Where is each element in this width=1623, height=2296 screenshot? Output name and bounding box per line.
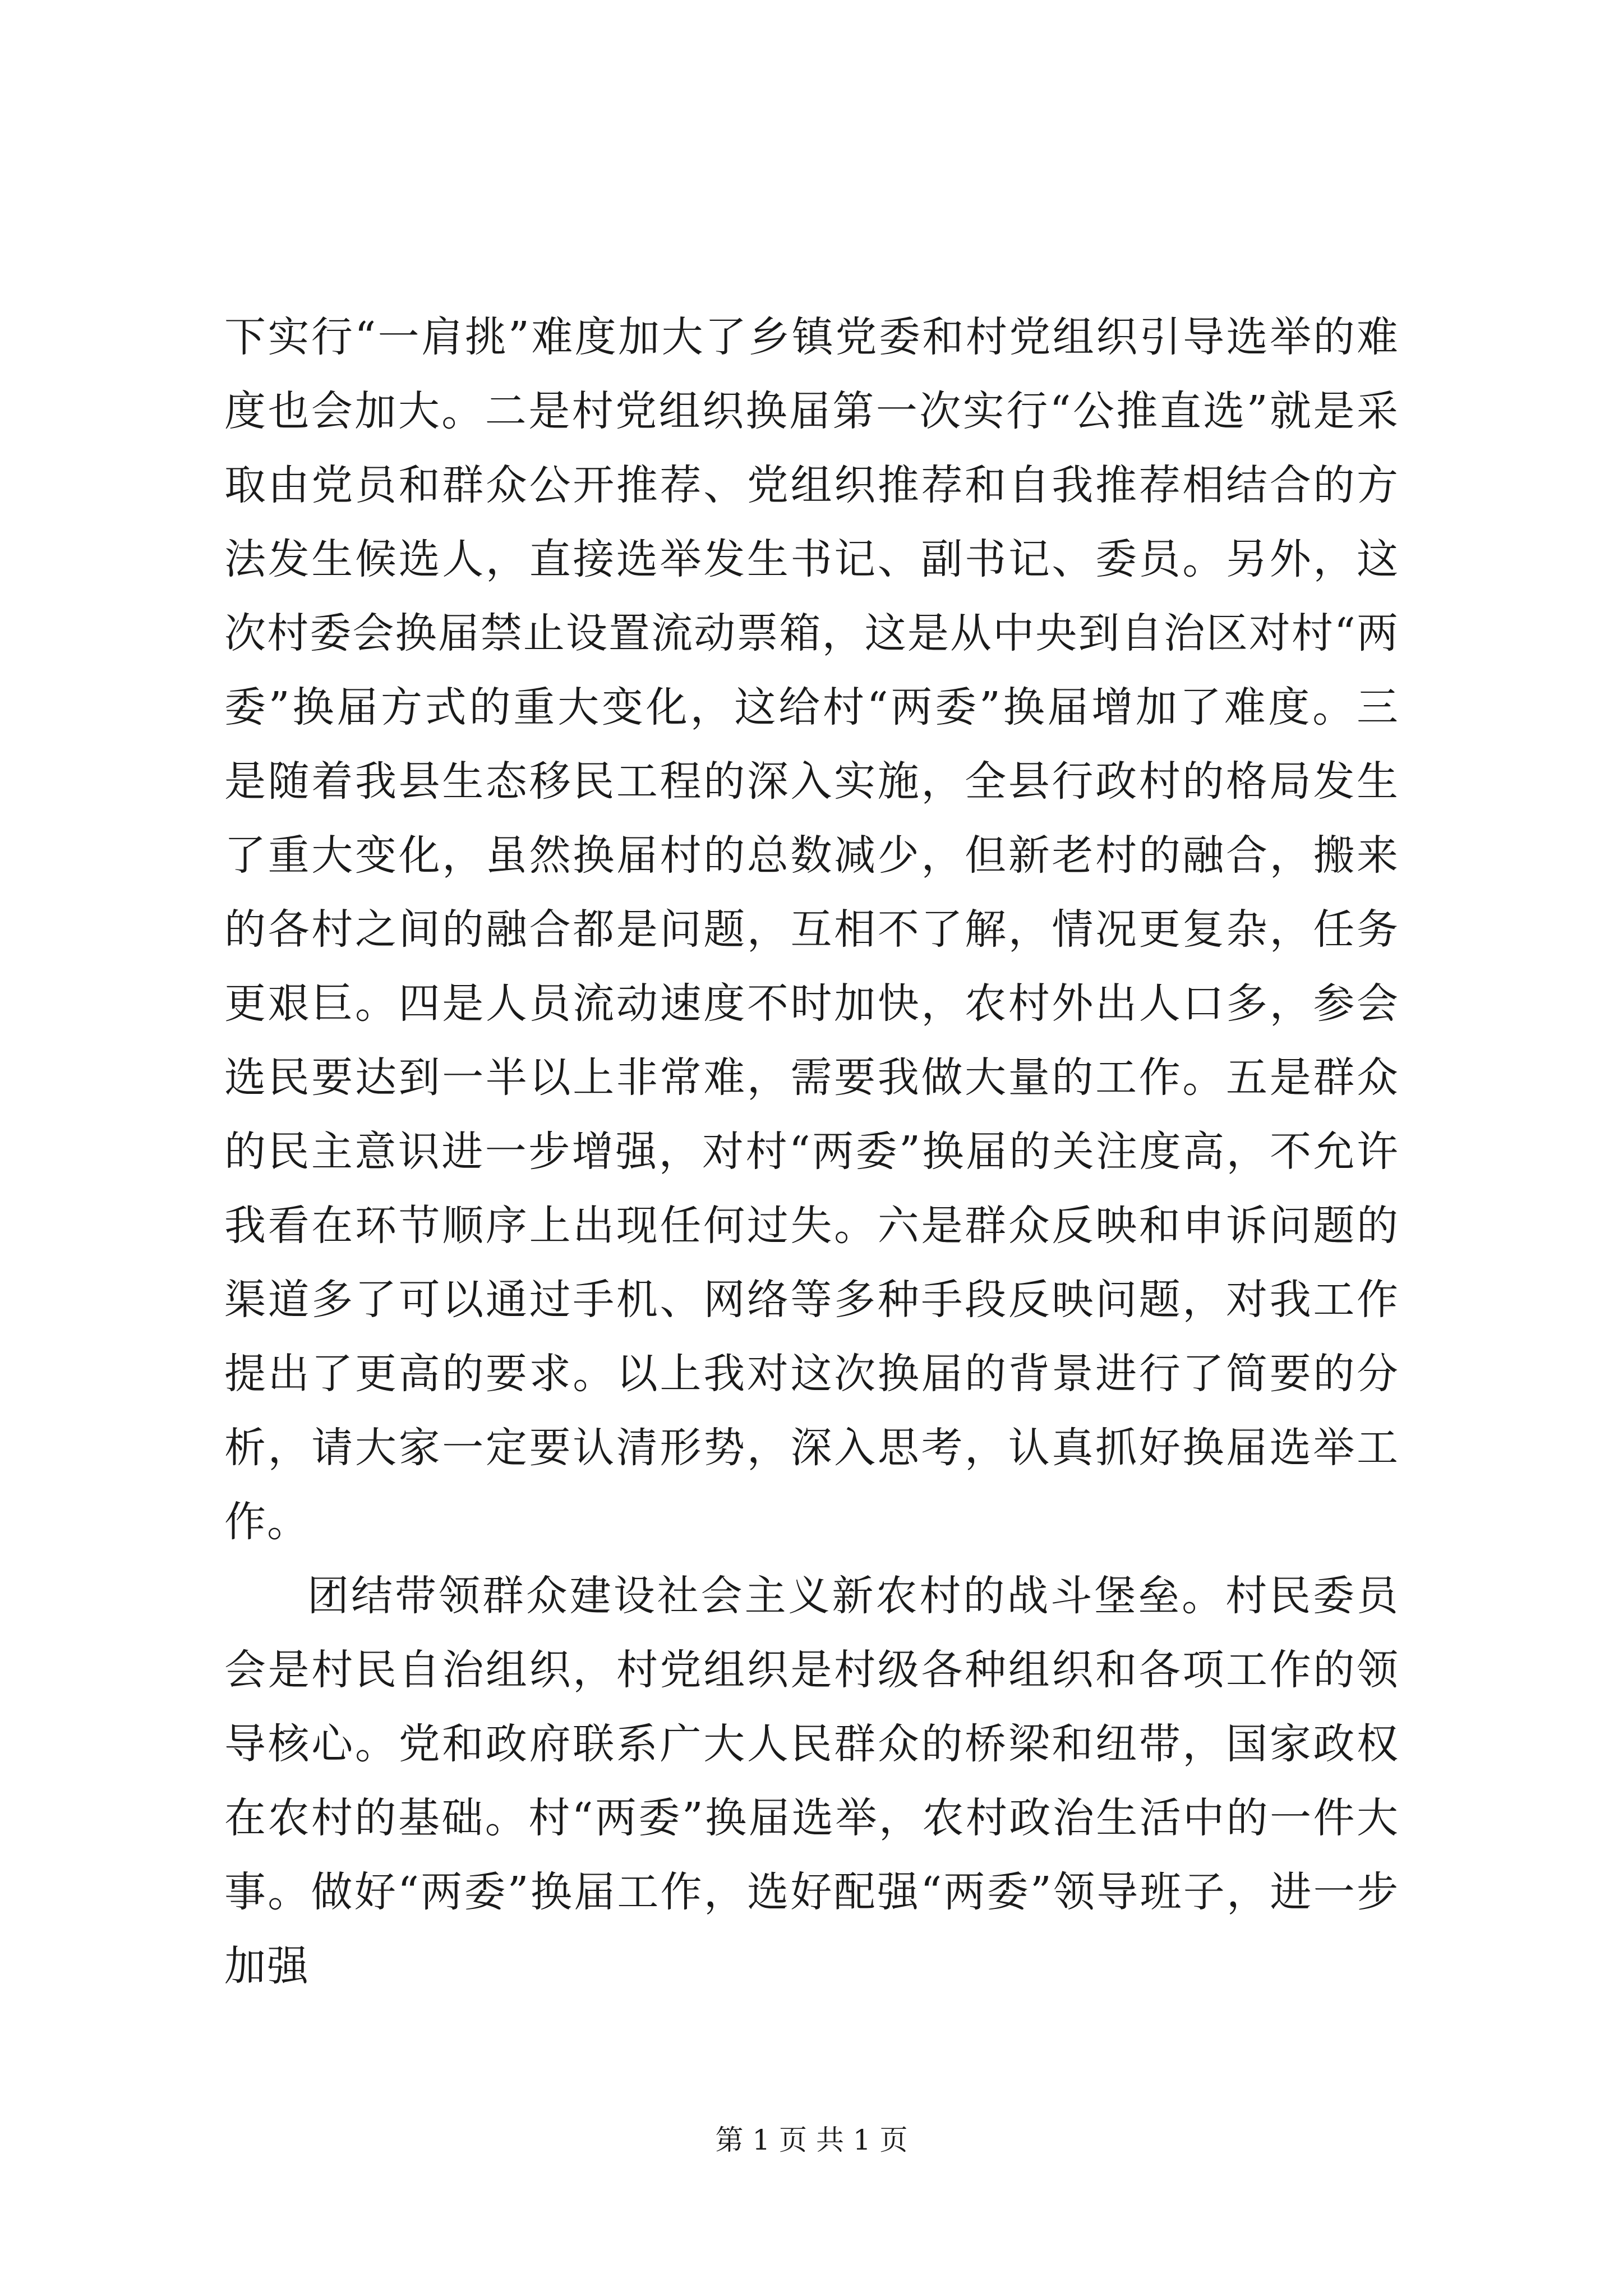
- page-footer: 第 1 页 共 1 页: [715, 2124, 908, 2156]
- document-body: [224, 300, 1399, 2003]
- paragraph-2: 团结带领群众建设社会主义新农村的战斗堡垒。村民委员会是村民自治组织，村党组织是村级各种组织和各项工作的领导核心。党和政府联系广大人民群众的桥梁和纽带，国家政权在农村的基础。村“两委”换届选举，农村政治生活中的一件大事。做好“两委”换届工作，选好配强“两委”领导班子，进一步加强: [224, 1572, 1399, 1990]
- paragraph-1: 下实行“一肩挑”难度加大了乡镇党委和村党组织引导选举的难度也会加大。二是村党组织换届第一次实行“公推直选”就是采取由党员和群众公开推荐、党组织推荐和自我推荐相结合的方法发生候选人，直接选举发生书记、副书记、委员。另外，这次村委会换届禁止设置流动票箱，这是从中央到自治区对村“两委”换届方式的重大变化，这给村“两委”换届增加了难度。三是随着我县生态移民工程的深入实施，全县行政村的格局发生了重大变化，虽然换届村的总数减少，但新老村的融合，搬来的各村之间的融合都是问题，互相不了解，情况更复杂，任务更艰巨。四是人员流动速度不时加快，农村外出人口多，参会选民要达到一半以上非常难，需要我做大量的工作。五是群众的民主意识进一步增强，对村“两委”换届的关注度高，不允许我看在环节顺序上出现任何过失。六是群众反映和申诉问题的渠道多了可以通过手机、网络等多种手段反映问题，对我工作提出了更高的要求。以上我对这次换届的背景进行了简要的分析，请大家一定要认清形势，深入思考，认真抓好换届选举工作。: [224, 313, 1399, 1546]
